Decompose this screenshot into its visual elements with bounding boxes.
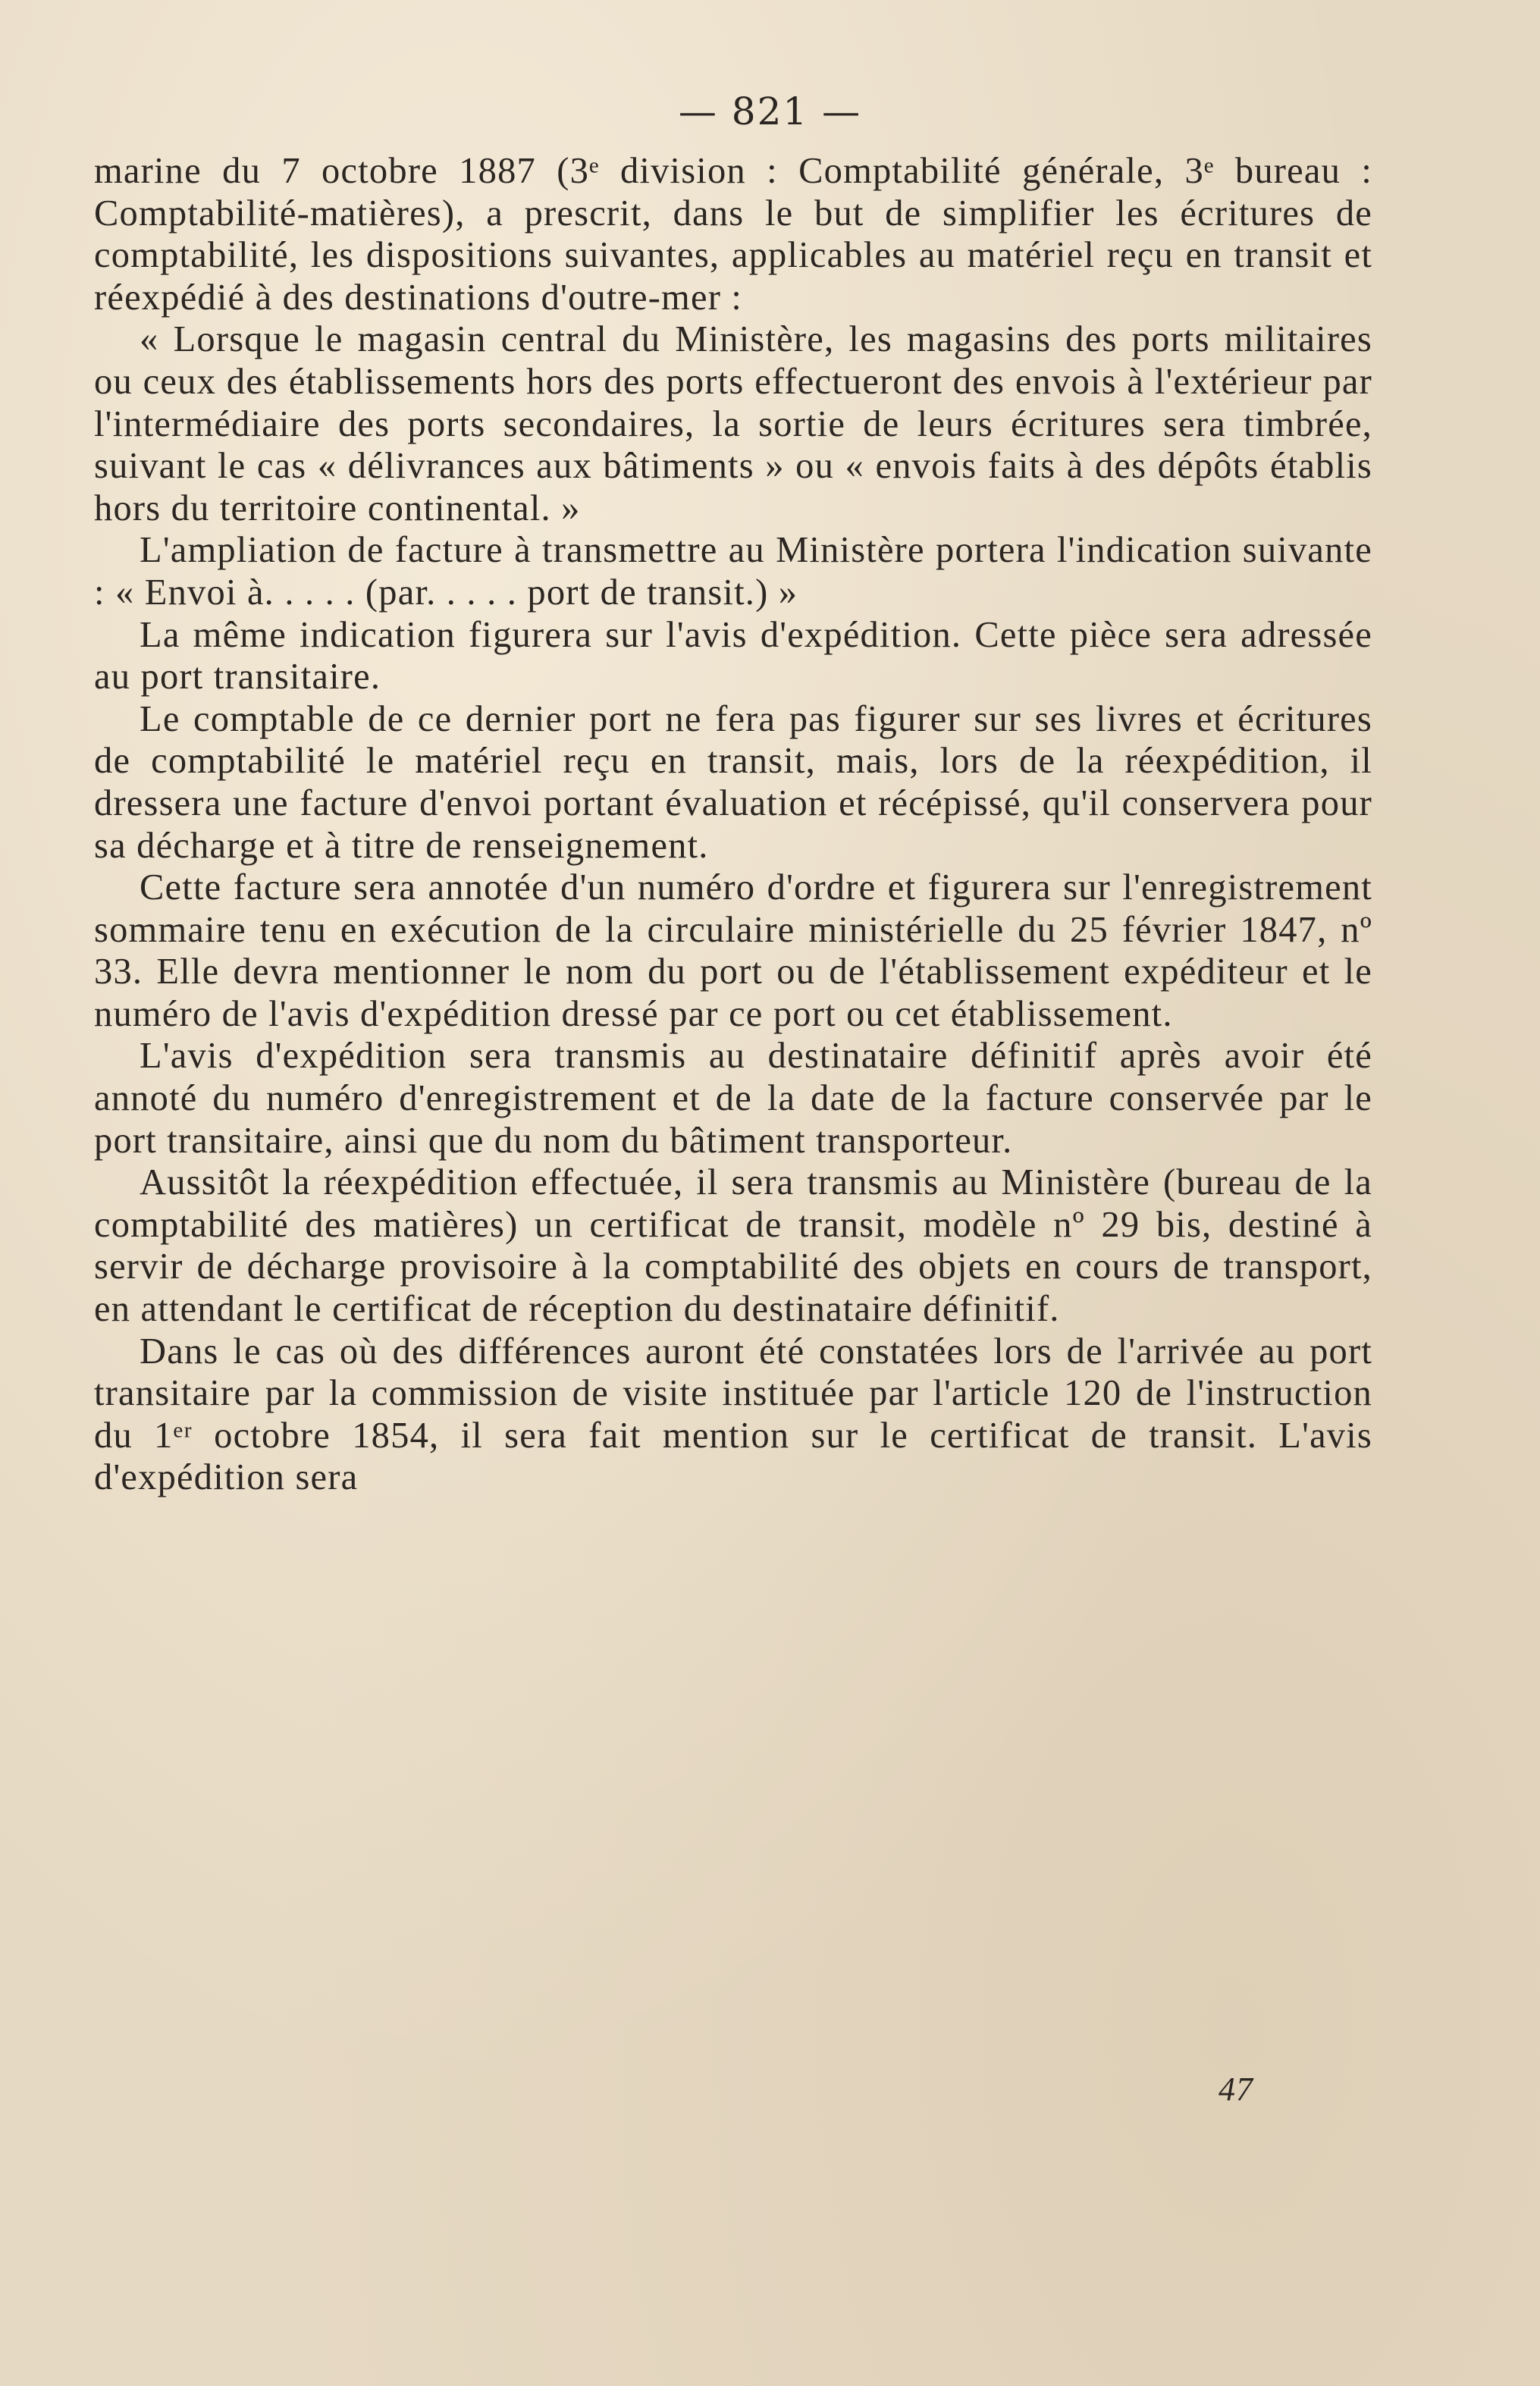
paragraph: marine du 7 octobre 1887 (3ᵉ division : Comptabilité générale, 3ᵉ bureau : Comptabilité-matières), a prescrit, dans le but de simplifier les écritures de comptabilité, les dispositions suivantes, applicables au matériel reçu en transit et réexpédié à des destinations d'outre-mer : xyxy=(94,151,1372,318)
paragraph: La même indication figurera sur l'avis d'expédition. Cette pièce sera adressée au port transitaire. xyxy=(94,614,1372,698)
body-text xyxy=(94,150,1372,1499)
paragraph: « Lorsque le magasin central du Ministère, les magasins des ports militaires ou ceux des établissements hors des ports effectueront des envois à l'extérieur par l'intermédiaire des ports secondaires, la sortie de leurs écritures sera timbrée, suivant le cas « délivrances aux bâtiments » ou « envois faits à des dépôts établis hors du territoire continental. » xyxy=(94,319,1372,528)
paragraph: L'avis d'expédition sera transmis au destinataire définitif après avoir été annoté du numéro d'enregistrement et de la date de la facture conservée par le port transitaire, ainsi que du nom du bâtiment transporteur. xyxy=(94,1036,1372,1161)
paragraph: L'ampliation de facture à transmettre au Ministère portera l'indication suivante : « Envoi à. . . . . (par. . . . . port de transit.) » xyxy=(94,530,1372,613)
paragraph: Dans le cas où des différences auront été constatées lors de l'arrivée au port transitaire par la commission de visite instituée par l'article 120 de l'instruction du 1ᵉʳ octobre 1854, il sera fait mention sur le certificat de transit. L'avis d'expédition sera xyxy=(94,1331,1372,1498)
paragraph: Aussitôt la réexpédition effectuée, il sera transmis au Ministère (bureau de la comptabilité des matières) un certificat de transit, modèle nº 29 bis, destiné à servir de décharge provisoire à la comptabilité des objets en cours de transport, en attendant le certificat de réception du destinataire définitif. xyxy=(94,1162,1372,1330)
paragraph: Le comptable de ce dernier port ne fera pas figurer sur ses livres et écritures de comptabilité le matériel reçu en transit, mais, lors de la réexpédition, il dressera une facture d'envoi portant évaluation et récépissé, qu'il conservera pour sa décharge et à titre de renseignement. xyxy=(94,698,1372,866)
paragraph: Cette facture sera annotée d'un numéro d'ordre et figurera sur l'enregistrement sommaire tenu en exécution de la circulaire ministérielle du 25 février 1847, nº 33. Elle devra mentionner le nom du port ou de l'établissement expéditeur et le numéro de l'avis d'expédition dressé par ce port ou cet établissement. xyxy=(94,867,1372,1034)
printer-signature-mark: 47 xyxy=(1219,2071,1253,2108)
page-number: — 821 — xyxy=(678,89,862,133)
